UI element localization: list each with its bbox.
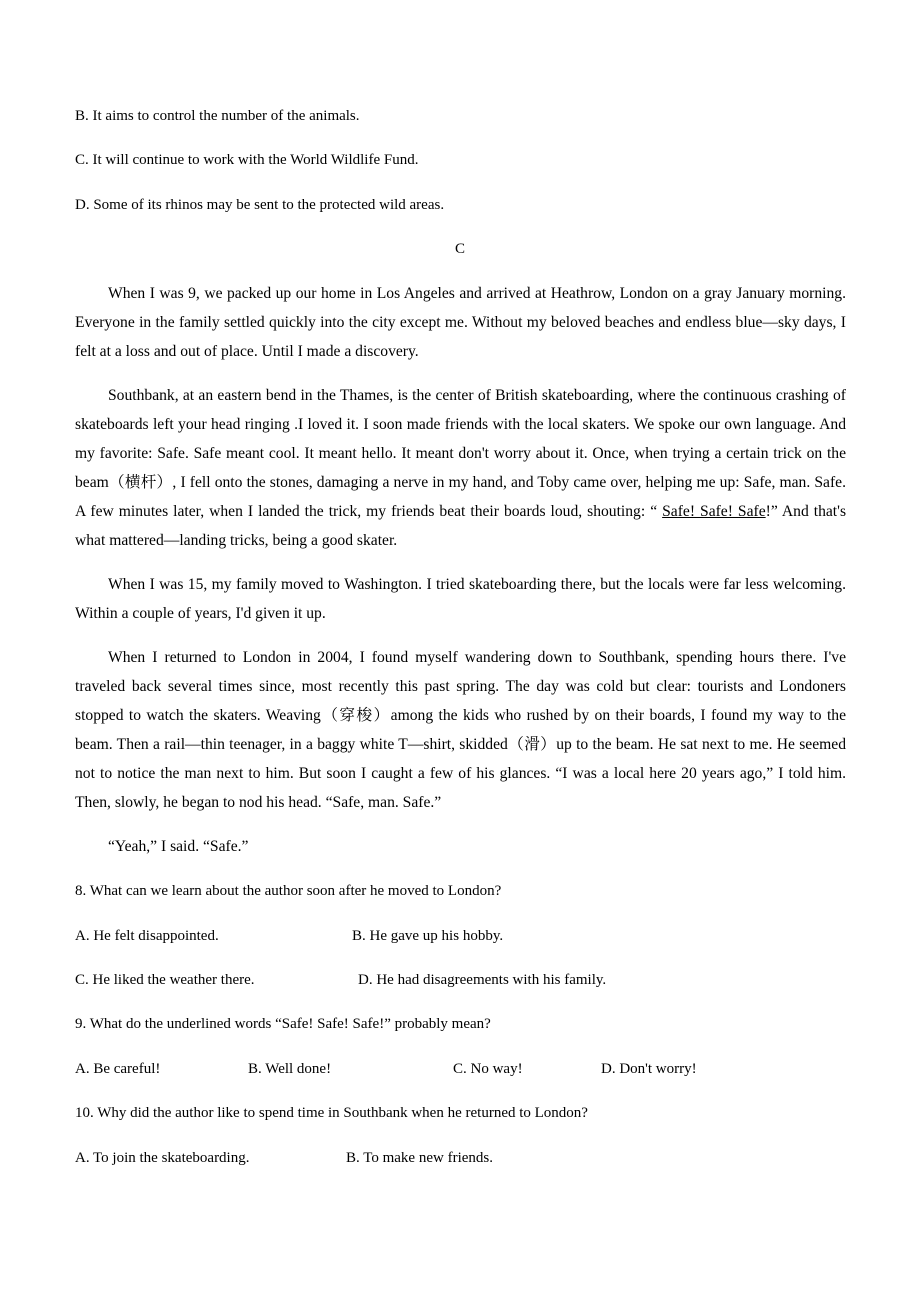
q10-option-b: B. To make new friends. xyxy=(346,1150,493,1166)
prev-option-d: D. Some of its rhinos may be sent to the protected wild areas. xyxy=(75,197,445,213)
q9-option-b: B. Well done! xyxy=(248,1061,332,1077)
q9-option-c: C. No way! xyxy=(453,1061,523,1077)
underlined-words: Safe! Safe! Safe xyxy=(662,503,766,520)
q8-option-d: D. He had disagreements with his family. xyxy=(358,972,607,988)
passage-paragraph-3: When I was 15, my family moved to Washington. I tried skateboarding there, but the locals were far less welcoming. Within a couple of years, I'd given it up. xyxy=(75,576,846,622)
question-8-stem: 8. What can we learn about the author soon after he moved to London? xyxy=(75,883,502,899)
prev-option-c: C. It will continue to work with the World Wildlife Fund. xyxy=(75,152,419,168)
paragraph-2-end: !” And that's what mattered—landing tricks, being a good skater. xyxy=(75,503,847,549)
q8-option-b: B. He gave up his hobby. xyxy=(352,928,504,944)
q8-option-a: A. He felt disappointed. xyxy=(75,928,219,944)
paragraph-2-text: Southbank, at an eastern bend in the Thames, is the center of British skateboarding, where the continuous crashing of skateboards left your head ringing .I loved it. I soon made friends with the local skaters. We spoke our own language. And my favorite: Safe. Safe meant cool. It meant hello. It meant don't worry about it. Once, when trying a certain trick on the beam（横杆）, I fell onto the stones, damaging a nerve in my hand, and Toby came over, helping me up: Safe, man. Safe. A few minutes later, when I landed the trick, my friends beat their boards loud, shouting: “ xyxy=(75,387,846,520)
passage-paragraph-4: When I returned to London in 2004, I found myself wandering down to Southbank, spending hours there. I've traveled back several times since, most recently this past spring. The day was cold but clear: tourists and Londoners stopped to watch the skaters. Weaving（穿梭）among the kids who rushed by on their boards, I found my way to the beam. Then a rail—thin teenager, in a baggy white T—shirt, skidded（滑）up to the beam. He sat next to me. He seemed not to notice the man next to him. But soon I caught a few of his glances. “I was a local here 20 years ago,” I told him. Then, slowly, he began to nod his head. “Safe, man. Safe.” xyxy=(75,649,846,811)
question-9-stem: 9. What do the underlined words “Safe! Safe! Safe!” probably mean? xyxy=(75,1016,491,1032)
prev-option-b: B. It aims to control the number of the animals. xyxy=(75,108,360,124)
section-label: C xyxy=(454,241,465,257)
q9-option-d: D. Don't worry! xyxy=(601,1061,697,1077)
passage-paragraph-2 xyxy=(75,381,846,555)
q8-option-c: C. He liked the weather there. xyxy=(75,972,255,988)
q10-option-a: A. To join the skateboarding. xyxy=(75,1150,250,1166)
q9-option-a: A. Be careful! xyxy=(75,1061,161,1077)
question-10-stem: 10. Why did the author like to spend time in Southbank when he returned to London? xyxy=(75,1105,588,1121)
passage-paragraph-1: When I was 9, we packed up our home in Los Angeles and arrived at Heathrow, London on a gray January morning. Everyone in the family settled quickly into the city except me. Without my beloved beaches and endless blue—sky days, I felt at a loss and out of place. Until I made a discovery. xyxy=(75,285,846,360)
passage-paragraph-5: “Yeah,” I said. “Safe.” xyxy=(108,838,249,855)
